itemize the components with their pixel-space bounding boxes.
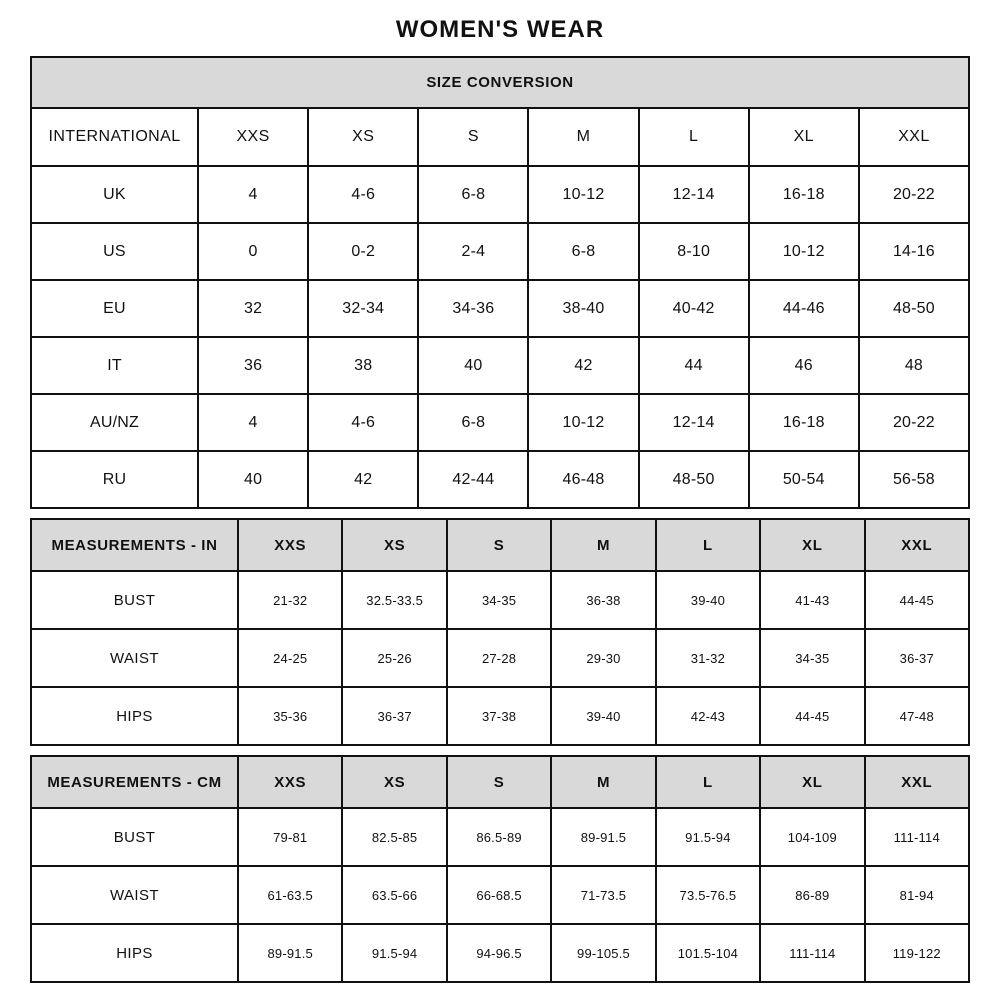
cell-hips-in-s: 37-38 xyxy=(447,687,551,745)
cell-eu-xxs: 32 xyxy=(198,280,308,337)
cell-us-m: 6-8 xyxy=(528,223,638,280)
cell-bust-in-xxl: 44-45 xyxy=(865,571,969,629)
cell-hips-in-xxs: 35-36 xyxy=(238,687,342,745)
row-label-uk: UK xyxy=(31,166,198,223)
cell-bust-in-s: 34-35 xyxy=(447,571,551,629)
in-header-l: L xyxy=(656,519,760,571)
cell-us-xxs: 0 xyxy=(198,223,308,280)
cell-ru-xxs: 40 xyxy=(198,451,308,508)
cell-aunz-xs: 4-6 xyxy=(308,394,418,451)
in-header-s: S xyxy=(447,519,551,571)
row-label-hips-in: HIPS xyxy=(31,687,238,745)
cell-waist-cm-l: 73.5-76.5 xyxy=(656,866,760,924)
cm-header-m: M xyxy=(551,756,655,808)
column-header-xs: XS xyxy=(308,108,418,166)
row-label-ru: RU xyxy=(31,451,198,508)
cell-aunz-xl: 16-18 xyxy=(749,394,859,451)
row-label-us: US xyxy=(31,223,198,280)
cell-ru-l: 48-50 xyxy=(639,451,749,508)
cell-it-xxs: 36 xyxy=(198,337,308,394)
cell-waist-cm-xs: 63.5-66 xyxy=(342,866,446,924)
cell-bust-cm-xs: 82.5-85 xyxy=(342,808,446,866)
cell-ru-m: 46-48 xyxy=(528,451,638,508)
cell-eu-xxl: 48-50 xyxy=(859,280,969,337)
cell-us-l: 8-10 xyxy=(639,223,749,280)
cell-hips-in-xxl: 47-48 xyxy=(865,687,969,745)
cell-uk-xl: 16-18 xyxy=(749,166,859,223)
column-header-xxs: XXS xyxy=(198,108,308,166)
cell-waist-in-xs: 25-26 xyxy=(342,629,446,687)
cell-ru-xl: 50-54 xyxy=(749,451,859,508)
in-header-m: M xyxy=(551,519,655,571)
cell-uk-s: 6-8 xyxy=(418,166,528,223)
cell-waist-cm-xxl: 81-94 xyxy=(865,866,969,924)
cell-eu-xs: 32-34 xyxy=(308,280,418,337)
column-header-s: S xyxy=(418,108,528,166)
cell-bust-in-l: 39-40 xyxy=(656,571,760,629)
cell-aunz-xxl: 20-22 xyxy=(859,394,969,451)
measurements-in-header: MEASUREMENTS - IN xyxy=(31,519,238,571)
row-label-bust-cm: BUST xyxy=(31,808,238,866)
cell-hips-in-m: 39-40 xyxy=(551,687,655,745)
cell-uk-l: 12-14 xyxy=(639,166,749,223)
cell-ru-xxl: 56-58 xyxy=(859,451,969,508)
cm-header-xxs: XXS xyxy=(238,756,342,808)
cell-bust-cm-l: 91.5-94 xyxy=(656,808,760,866)
row-label-bust-in: BUST xyxy=(31,571,238,629)
column-header-m: M xyxy=(528,108,638,166)
cm-header-xs: XS xyxy=(342,756,446,808)
column-header-l: L xyxy=(639,108,749,166)
cell-it-s: 40 xyxy=(418,337,528,394)
cell-bust-cm-xl: 104-109 xyxy=(760,808,864,866)
cell-uk-xxl: 20-22 xyxy=(859,166,969,223)
cell-aunz-s: 6-8 xyxy=(418,394,528,451)
cell-aunz-xxs: 4 xyxy=(198,394,308,451)
cell-hips-cm-s: 94-96.5 xyxy=(447,924,551,982)
in-header-xs: XS xyxy=(342,519,446,571)
cell-waist-in-xxs: 24-25 xyxy=(238,629,342,687)
cell-us-xl: 10-12 xyxy=(749,223,859,280)
row-label-hips-cm: HIPS xyxy=(31,924,238,982)
row-label-waist-in: WAIST xyxy=(31,629,238,687)
cell-hips-in-xl: 44-45 xyxy=(760,687,864,745)
cell-waist-in-l: 31-32 xyxy=(656,629,760,687)
cell-waist-cm-xl: 86-89 xyxy=(760,866,864,924)
cell-us-xxl: 14-16 xyxy=(859,223,969,280)
column-header-xxl: XXL xyxy=(859,108,969,166)
cell-eu-m: 38-40 xyxy=(528,280,638,337)
measurements-cm-header: MEASUREMENTS - CM xyxy=(31,756,238,808)
cell-uk-xxs: 4 xyxy=(198,166,308,223)
cell-uk-m: 10-12 xyxy=(528,166,638,223)
measurements-in-table xyxy=(30,518,970,746)
cell-waist-in-m: 29-30 xyxy=(551,629,655,687)
cell-bust-in-xs: 32.5-33.5 xyxy=(342,571,446,629)
measurements-cm-table xyxy=(30,755,970,983)
cell-hips-cm-m: 99-105.5 xyxy=(551,924,655,982)
cell-hips-in-xs: 36-37 xyxy=(342,687,446,745)
cell-waist-in-xl: 34-35 xyxy=(760,629,864,687)
cell-it-m: 42 xyxy=(528,337,638,394)
cell-waist-cm-m: 71-73.5 xyxy=(551,866,655,924)
cell-bust-in-xl: 41-43 xyxy=(760,571,864,629)
cell-eu-s: 34-36 xyxy=(418,280,528,337)
cm-header-xxl: XXL xyxy=(865,756,969,808)
cell-waist-in-xxl: 36-37 xyxy=(865,629,969,687)
cell-bust-in-m: 36-38 xyxy=(551,571,655,629)
cell-bust-cm-m: 89-91.5 xyxy=(551,808,655,866)
cell-hips-cm-xxs: 89-91.5 xyxy=(238,924,342,982)
cell-hips-cm-l: 101.5-104 xyxy=(656,924,760,982)
row-label-waist-cm: WAIST xyxy=(31,866,238,924)
cell-it-xxl: 48 xyxy=(859,337,969,394)
in-header-xxl: XXL xyxy=(865,519,969,571)
cell-waist-cm-xxs: 61-63.5 xyxy=(238,866,342,924)
size-conversion-table xyxy=(30,56,970,509)
column-header-international: INTERNATIONAL xyxy=(31,108,198,166)
cm-header-xl: XL xyxy=(760,756,864,808)
cell-waist-cm-s: 66-68.5 xyxy=(447,866,551,924)
cell-bust-cm-xxs: 79-81 xyxy=(238,808,342,866)
cell-us-s: 2-4 xyxy=(418,223,528,280)
cell-ru-xs: 42 xyxy=(308,451,418,508)
cm-header-s: S xyxy=(447,756,551,808)
cell-bust-in-xxs: 21-32 xyxy=(238,571,342,629)
row-label-aunz: AU/NZ xyxy=(31,394,198,451)
row-label-eu: EU xyxy=(31,280,198,337)
cell-it-xl: 46 xyxy=(749,337,859,394)
cell-it-l: 44 xyxy=(639,337,749,394)
cell-it-xs: 38 xyxy=(308,337,418,394)
cell-bust-cm-s: 86.5-89 xyxy=(447,808,551,866)
cell-eu-l: 40-42 xyxy=(639,280,749,337)
cell-eu-xl: 44-46 xyxy=(749,280,859,337)
cell-bust-cm-xxl: 111-114 xyxy=(865,808,969,866)
in-header-xxs: XXS xyxy=(238,519,342,571)
cell-aunz-l: 12-14 xyxy=(639,394,749,451)
cell-uk-xs: 4-6 xyxy=(308,166,418,223)
cm-header-l: L xyxy=(656,756,760,808)
cell-hips-in-l: 42-43 xyxy=(656,687,760,745)
column-header-xl: XL xyxy=(749,108,859,166)
cell-waist-in-s: 27-28 xyxy=(447,629,551,687)
size-conversion-header: SIZE CONVERSION xyxy=(31,57,969,108)
in-header-xl: XL xyxy=(760,519,864,571)
cell-hips-cm-xxl: 119-122 xyxy=(865,924,969,982)
cell-hips-cm-xs: 91.5-94 xyxy=(342,924,446,982)
page-title: WOMEN'S WEAR xyxy=(395,16,605,43)
cell-hips-cm-xl: 111-114 xyxy=(760,924,864,982)
cell-aunz-m: 10-12 xyxy=(528,394,638,451)
row-label-it: IT xyxy=(31,337,198,394)
cell-us-xs: 0-2 xyxy=(308,223,418,280)
cell-ru-s: 42-44 xyxy=(418,451,528,508)
